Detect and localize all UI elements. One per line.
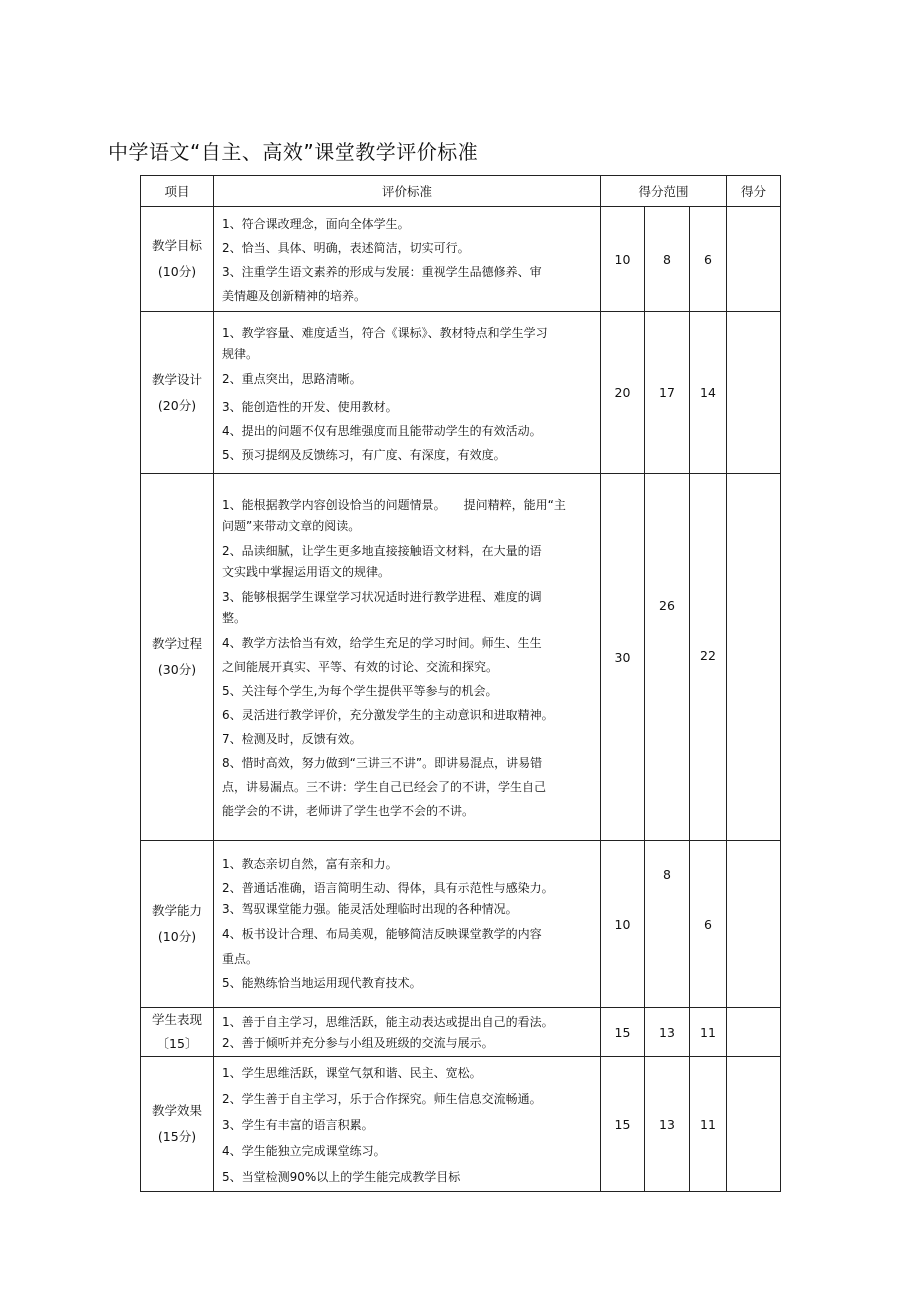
criteria-line: 整。 — [222, 611, 247, 625]
item-points: (30分) — [157, 662, 197, 677]
score-mid: 13 — [645, 1057, 690, 1192]
item-points: (20分) — [157, 397, 197, 413]
table-row — [141, 1008, 781, 1057]
criteria-line: 规律。 — [222, 346, 259, 361]
item-name: 教学过程 — [151, 636, 202, 651]
score-mid: 8 — [645, 841, 690, 1008]
criteria-line: 1、能根据教学内容创设恰当的问题情景。 提问精粹，能用“主 — [222, 498, 566, 512]
score-input-cell[interactable] — [727, 841, 781, 1008]
criteria-cell — [214, 841, 601, 1008]
table-row — [141, 312, 781, 474]
criteria-line: 1、教学容量、难度适当，符合《课标》、教材特点和学生学习 — [222, 325, 548, 340]
criteria-line: 4、教学方法恰当有效，给学生充足的学习时间。师生、生生 — [222, 636, 542, 650]
score-max: 15 — [601, 1008, 645, 1057]
criteria-line: 6、灵活进行教学评价，充分激发学生的主动意识和进取精神。 — [222, 708, 554, 722]
item-cell — [141, 1057, 214, 1192]
criteria-line: 5、当堂检测90%以上的学生能完成教学目标 — [222, 1170, 461, 1184]
criteria-line: 3、学生有丰富的语言积累。 — [222, 1118, 374, 1132]
table-row — [141, 474, 781, 841]
score-mid: 13 — [645, 1008, 690, 1057]
header-criteria: 评价标准 — [214, 176, 601, 207]
criteria-line: 2、重点突出，思路清晰。 — [222, 371, 362, 386]
criteria-line: 2、普通话准确，语言简明生动、得体，具有示范性与感染力。 — [222, 881, 554, 895]
score-min: 14 — [690, 312, 727, 474]
criteria-line: 5、能熟练恰当地运用现代教育技术。 — [222, 976, 422, 990]
criteria-line: 5、关注每个学生,为每个学生提供平等参与的机会。 — [222, 684, 498, 698]
score-min: 22 — [690, 474, 727, 841]
score-input-cell[interactable] — [727, 1057, 781, 1192]
criteria-cell — [214, 474, 601, 841]
item-name: 学生表现 — [151, 1012, 202, 1027]
table-header-row — [141, 176, 781, 207]
score-input-cell[interactable] — [727, 312, 781, 474]
score-input-cell[interactable] — [727, 1008, 781, 1057]
item-name: 教学设计 — [151, 371, 202, 387]
evaluation-table — [140, 175, 781, 1192]
score-max: 10 — [601, 207, 645, 312]
criteria-line: 问题”来带动文章的阅读。 — [222, 519, 361, 533]
item-points: 〔15〕 — [156, 1036, 198, 1051]
item-cell — [141, 312, 214, 474]
score-mid: 26 — [645, 474, 690, 841]
criteria-line: 2、善于倾听并充分参与小组及班级的交流与展示。 — [222, 1036, 494, 1050]
criteria-line: 4、板书设计合理、布局美观，能够简洁反映课堂教学的内容 — [222, 927, 542, 941]
table-row — [141, 1057, 781, 1192]
score-max: 30 — [601, 474, 645, 841]
criteria-line: 1、善于自主学习，思维活跃，能主动表达或提出自己的看法。 — [222, 1015, 554, 1029]
criteria-cell — [214, 207, 601, 312]
score-min: 6 — [690, 207, 727, 312]
item-cell — [141, 841, 214, 1008]
item-name: 教学目标 — [151, 238, 202, 253]
score-max: 20 — [601, 312, 645, 474]
score-mid: 8 — [645, 207, 690, 312]
criteria-line: 1、教态亲切自然，富有亲和力。 — [222, 857, 398, 871]
criteria-line: 2、恰当、具体、明确，表述简洁，切实可行。 — [222, 241, 470, 255]
page-title: 中学语文“自主、高效”课堂教学评价标准 — [108, 140, 479, 164]
criteria-line: 4、学生能独立完成课堂练习。 — [222, 1144, 386, 1158]
criteria-line: 之间能展开真实、平等、有效的讨论、交流和探究。 — [222, 660, 499, 674]
criteria-cell — [214, 312, 601, 474]
criteria-line: 2、学生善于自主学习，乐于合作探究。师生信息交流畅通。 — [222, 1092, 542, 1106]
criteria-line: 3、注重学生语文素养的形成与发展：重视学生品德修养、审 — [222, 265, 542, 279]
score-max: 15 — [601, 1057, 645, 1192]
header-range: 得分范围 — [601, 176, 727, 207]
criteria-line: 4、提出的问题不仅有思维强度而且能带动学生的有效活动。 — [222, 423, 542, 438]
criteria-line: 2、品读细腻，让学生更多地直接接触语文材料，在大量的语 — [222, 544, 542, 558]
header-item: 项目 — [141, 176, 214, 207]
header-score: 得分 — [727, 176, 781, 207]
criteria-line: 5、预习提纲及反馈练习，有广度、有深度，有效度。 — [222, 447, 506, 462]
table-row — [141, 841, 781, 1008]
criteria-line: 7、检测及时，反馈有效。 — [222, 732, 362, 746]
criteria-line: 文实践中掌握运用语文的规律。 — [222, 565, 391, 579]
criteria-line: 3、驾驭课堂能力强。能灵活处理临时出现的各种情况。 — [222, 902, 518, 916]
score-min: 11 — [690, 1057, 727, 1192]
item-cell — [141, 1008, 214, 1057]
item-name: 教学能力 — [151, 903, 202, 918]
criteria-line: 3、能创造性的开发、使用教材。 — [222, 399, 398, 414]
criteria-line: 能学会的不讲，老师讲了学生也学不会的不讲。 — [222, 804, 475, 818]
score-input-cell[interactable] — [727, 474, 781, 841]
criteria-line: 8、惜时高效，努力做到“三讲三不讲”。即讲易混点，讲易错 — [222, 756, 543, 770]
criteria-line: 重点。 — [222, 952, 259, 966]
criteria-cell — [214, 1008, 601, 1057]
score-max: 10 — [601, 841, 645, 1008]
criteria-line: 1、符合课改理念，面向全体学生。 — [222, 217, 410, 231]
criteria-cell — [214, 1057, 601, 1192]
score-min: 6 — [690, 841, 727, 1008]
criteria-line: 1、学生思维活跃，课堂气氛和谐、民主、宽松。 — [222, 1066, 482, 1080]
score-mid: 17 — [645, 312, 690, 474]
item-points: (10分) — [157, 264, 197, 279]
item-cell — [141, 207, 214, 312]
criteria-line: 3、能够根据学生课堂学习状况适时进行教学进程、难度的调 — [222, 590, 542, 604]
score-input-cell[interactable] — [727, 207, 781, 312]
table-row — [141, 207, 781, 312]
item-points: (15分) — [157, 1129, 197, 1144]
item-cell — [141, 474, 214, 841]
item-points: (10分) — [157, 929, 197, 944]
item-name: 教学效果 — [151, 1103, 202, 1118]
criteria-line: 点，讲易漏点。三不讲：学生自己已经会了的不讲，学生自己 — [222, 780, 547, 794]
criteria-line: 美情趣及创新精神的培养。 — [222, 289, 367, 303]
score-min: 11 — [690, 1008, 727, 1057]
